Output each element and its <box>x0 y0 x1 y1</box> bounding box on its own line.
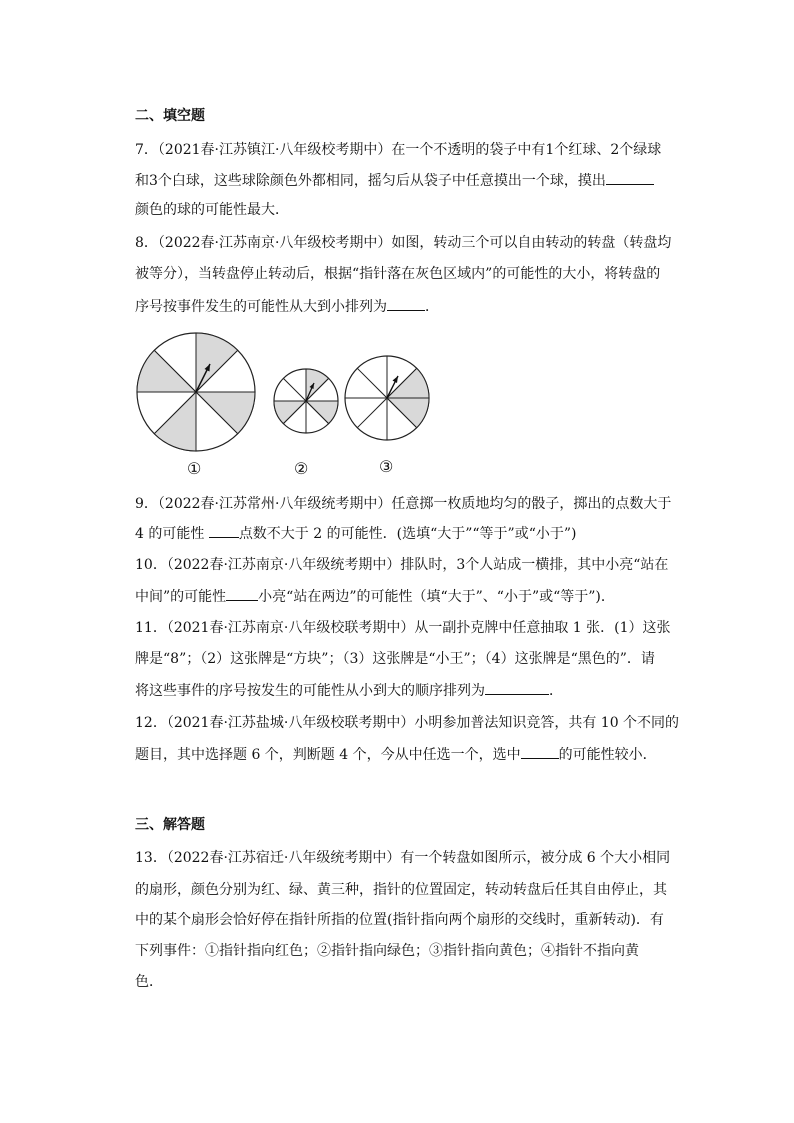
spinners-diagram <box>130 328 440 453</box>
q8-line-3 <box>135 296 439 317</box>
q12-line-1: 12．（2021春·江苏盐城·八年级校联考期中）小明参加普法知识竞答，共有 10 个不同的 <box>135 715 680 731</box>
spinner-2 <box>274 369 338 433</box>
q13-line-4: 下列事件：①指针指向红色；②指针指向绿色；③指针指向黄色；④指针不指向黄 <box>135 943 639 959</box>
q8-line-3-end: ． <box>425 299 439 315</box>
q11-line-3-end: ． <box>549 683 563 699</box>
q8-answer-blank[interactable] <box>387 296 425 311</box>
q10-line-2-rest: 小亮“站在两边”的可能性（填“大于”、“小于”或“等于”)． <box>258 589 615 605</box>
q9-line-2-text: 4 的可能性 <box>135 526 209 542</box>
spinner-1-label: ① <box>187 459 202 478</box>
q9-line-2 <box>135 523 577 544</box>
q11-line-3-text: 将这些事件的序号按发生的可能性从小到大的顺序排列为 <box>135 683 485 699</box>
q8-line-2: 被等分），当转盘停止转动后，根据“指针落在灰色区域内”的可能性的大小，将转盘的 <box>135 266 661 282</box>
q12-answer-blank[interactable] <box>521 744 559 759</box>
q7-line-1: 7．（2021春·江苏镇江·八年级校考期中）在一个不透明的袋子中有1个红球、2个绿球 <box>135 142 662 158</box>
q7-line-3: 颜色的球的可能性最大． <box>135 202 289 218</box>
q11-answer-blank[interactable] <box>485 680 549 695</box>
q12-line-2-rest: 的可能性较小． <box>558 747 657 763</box>
q9-line-1: 9．（2022春·江苏常州·八年级统考期中）任意掷一枚质地均匀的骰子，掷出的点数大于 <box>135 496 672 512</box>
q12-line-2 <box>135 744 657 765</box>
q9-answer-blank[interactable] <box>209 523 239 538</box>
q12-line-2-text: 题目，其中选择题 6 个，判断题 4 个，今从中任选一个，选中 <box>135 747 521 763</box>
q8-line-3-text: 序号按事件发生的可能性从大到小排列为 <box>135 299 387 315</box>
spinner-3-label: ③ <box>379 457 394 476</box>
q10-line-2 <box>135 586 615 607</box>
q10-line-2-text: 中间”的可能性 <box>135 589 227 605</box>
q7-answer-blank[interactable] <box>606 170 654 185</box>
section-heading-answer: 三、解答题 <box>135 817 205 833</box>
spinner-2-label: ② <box>294 459 309 478</box>
spinners-figure <box>130 328 440 483</box>
q13-line-5: 色． <box>135 974 163 990</box>
q11-line-1: 11．（2021春·江苏南京·八年级校联考期中）从一副扑克牌中任意抽取 1 张．(1）这张 <box>135 620 671 636</box>
q13-line-3: 中的某个扇形会恰好停在指针所指的位置(指针指向两个扇形的交线时，重新转动)．有 <box>135 912 664 928</box>
q10-answer-blank[interactable] <box>226 586 258 601</box>
q11-line-2: 牌是“8”；（2）这张牌是“方块”；（3）这张牌是“小王”；（4）这张牌是“黑色的”．请 <box>135 651 655 667</box>
spinner-3 <box>345 356 429 440</box>
q8-line-1: 8．（2022春·江苏南京·八年级校考期中）如图，转动三个可以自由转动的转盘（转盘均 <box>135 235 672 251</box>
q7-line-2-text: 和3个白球，这些球除颜色外都相同，摇匀后从袋子中任意摸出一个球，摸出 <box>135 173 606 189</box>
section-heading-fill-in: 二、填空题 <box>135 108 205 124</box>
q7-line-2 <box>135 170 654 191</box>
q10-line-1: 10．（2022春·江苏南京·八年级统考期中）排队时，3个人站成一横排，其中小亮“站在 <box>135 557 669 573</box>
q13-line-1: 13．（2022春·江苏宿迁·八年级统考期中）有一个转盘如图所示，被分成 6 个大小相同 <box>135 850 671 866</box>
spinner-1 <box>137 333 255 451</box>
q11-line-3 <box>135 680 563 701</box>
q9-line-2-rest: 点数不大于 2 的可能性．(选填“大于”“等于”或“小于”) <box>238 526 577 542</box>
q13-line-2: 的扇形，颜色分别为红、绿、黄三种，指针的位置固定，转动转盘后任其自由停止，其 <box>135 882 667 898</box>
